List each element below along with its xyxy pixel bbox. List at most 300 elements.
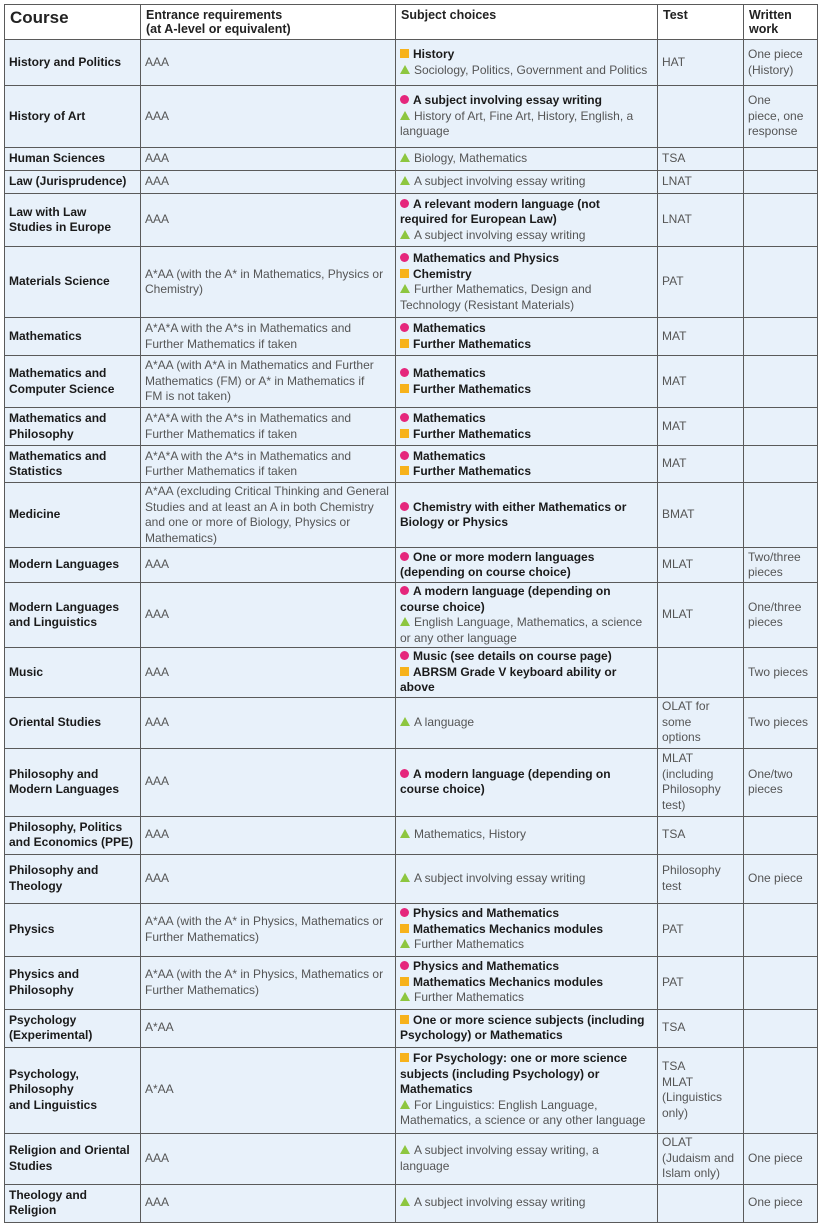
essential-circle-icon (400, 769, 409, 778)
header-requirements (141, 5, 396, 40)
subjects-cell (396, 483, 658, 548)
requirements-cell (141, 40, 396, 86)
test-cell (658, 748, 744, 816)
course-name-line: History and Politics (9, 54, 122, 69)
useful-triangle-icon (400, 111, 410, 120)
useful-triangle-icon (400, 829, 410, 838)
requirement-line: Further Mathematics if taken (145, 464, 298, 478)
course-cell (5, 648, 141, 698)
test-line: only) (662, 1105, 689, 1120)
course-cell (5, 1184, 141, 1222)
subject-line (400, 63, 653, 79)
requirement-line: Mathematics) (145, 530, 218, 545)
subject-text: subjects (including Psychology) or (400, 1066, 600, 1081)
subject-line (400, 1013, 653, 1029)
subject-text: Further Mathematics (414, 937, 525, 952)
test-cell (658, 956, 744, 1009)
test-cell (658, 194, 744, 247)
table-row (5, 816, 818, 854)
requirements-cell (141, 648, 396, 698)
recommended-square-icon (400, 269, 409, 278)
table-header (5, 5, 818, 40)
subject-text: Biology or Physics (400, 515, 509, 529)
course-name-line: and Economics (PPE) (9, 835, 134, 849)
course-cell (5, 1009, 141, 1047)
requirement-line: Further Mathematics if taken (145, 426, 298, 441)
subjects-cell (396, 247, 658, 318)
test-line: TSA (662, 827, 686, 842)
written-work-line: Two pieces (748, 664, 809, 679)
table-row (5, 1184, 818, 1222)
useful-triangle-icon (400, 153, 410, 162)
course-name-line: Mathematics (9, 328, 82, 343)
requirement-line: and one or more of Biology, Physics or (145, 515, 351, 529)
course-name-line: Studies in Europe (9, 220, 112, 234)
useful-triangle-icon (400, 1145, 410, 1154)
subject-text: A language (414, 714, 475, 729)
requirements-cell (141, 194, 396, 247)
written-work-cell (744, 318, 818, 356)
test-cell (658, 816, 744, 854)
subject-text: or any other language (400, 630, 517, 645)
written-work-line: One piece (748, 1150, 803, 1165)
subject-line (400, 321, 653, 337)
course-name-line: Oriental Studies (9, 714, 102, 729)
written-work-cell (744, 148, 818, 171)
course-name-line: and Linguistics (9, 615, 98, 629)
course-name-line: History of Art (9, 108, 86, 123)
test-line: TSA (662, 151, 686, 166)
course-cell (5, 583, 141, 648)
written-work-line: One (748, 93, 771, 108)
subject-text: A subject involving essay writing (414, 870, 586, 885)
written-work-line: Two/three (748, 549, 801, 564)
subject-line (400, 174, 653, 190)
requirement-line: A*AA (with A*A in Mathematics and Further (145, 358, 374, 373)
test-line: Islam only) (662, 1166, 721, 1181)
subjects-cell (396, 171, 658, 194)
subjects-cell (396, 1047, 658, 1133)
test-line: PAT (662, 974, 684, 989)
test-line: (Linguistics (662, 1090, 723, 1104)
subject-text: Mathematics and Physics (413, 251, 560, 265)
subject-line (400, 515, 653, 531)
useful-triangle-icon (400, 873, 410, 882)
requirements-cell (141, 854, 396, 903)
written-work-cell (744, 583, 818, 648)
test-line: LNAT (662, 174, 692, 189)
requirement-line: AAA (145, 151, 170, 166)
subject-line (400, 427, 653, 443)
essential-circle-icon (400, 95, 409, 104)
requirements-cell (141, 1047, 396, 1133)
course-cell (5, 194, 141, 247)
table-row (5, 356, 818, 408)
table-row (5, 483, 818, 548)
requirements-cell (141, 318, 396, 356)
requirement-line: A*A*A with the A*s in Mathematics and (145, 411, 352, 425)
written-work-cell (744, 446, 818, 483)
written-work-cell (744, 854, 818, 903)
subject-text: course choice) (400, 782, 485, 796)
subject-line (400, 47, 653, 63)
test-cell (658, 548, 744, 583)
subject-line (400, 600, 653, 616)
course-name-line: Physics (9, 921, 55, 936)
test-line: test) (662, 797, 686, 812)
subject-line (400, 151, 653, 167)
written-work-cell (744, 648, 818, 698)
test-cell (658, 408, 744, 446)
table-row (5, 194, 818, 247)
subject-text: Physics and Mathematics (413, 906, 560, 921)
course-name-line: Mathematics and (9, 448, 107, 463)
test-cell (658, 1047, 744, 1133)
course-cell (5, 148, 141, 171)
subject-text: Mathematics (413, 321, 486, 335)
requirement-line: AAA (145, 174, 170, 189)
subject-text: For Linguistics: English Language, (414, 1097, 598, 1112)
header-subjects: Subject choices (396, 5, 658, 40)
course-name-line: Philosophy (9, 982, 74, 997)
requirement-line: AAA (145, 774, 170, 789)
course-name-line: Statistics (9, 464, 63, 478)
requirements-cell (141, 356, 396, 408)
subject-text: One or more science subjects (including (413, 1012, 645, 1027)
test-cell (658, 318, 744, 356)
subject-line (400, 1098, 653, 1114)
subject-text: One or more modern languages (413, 549, 595, 564)
course-name-line: Modern Languages (9, 557, 120, 572)
subject-text: course choice) (400, 599, 485, 614)
subjects-cell (396, 956, 658, 1009)
subject-line (400, 1143, 653, 1159)
subject-line (400, 937, 653, 953)
subjects-cell (396, 583, 658, 648)
subject-text: Physics and Mathematics (413, 959, 560, 974)
subject-line (400, 584, 653, 600)
course-name-line: Law with Law (9, 204, 87, 219)
subject-line (400, 782, 653, 798)
subject-line (400, 197, 653, 213)
table-row (5, 903, 818, 956)
written-work-cell (744, 1047, 818, 1133)
course-name-line: Religion and Oriental (9, 1143, 130, 1157)
table-row (5, 148, 818, 171)
useful-triangle-icon (400, 1197, 410, 1206)
subject-line (400, 1082, 653, 1098)
requirement-line: Further Mathematics if taken (145, 336, 298, 351)
test-line: (Judaism and (662, 1150, 735, 1165)
subject-line (400, 464, 653, 480)
test-line: test (662, 878, 682, 893)
table-row (5, 583, 818, 648)
requirement-line: A*A*A with the A*s in Mathematics and (145, 448, 352, 463)
course-name-line: Philosophy (9, 426, 74, 441)
requirements-cell (141, 748, 396, 816)
test-cell (658, 648, 744, 698)
essential-circle-icon (400, 961, 409, 970)
course-name-line: Psychology (9, 1012, 77, 1027)
subjects-cell (396, 697, 658, 748)
subject-line (400, 449, 653, 465)
requirements-cell (141, 483, 396, 548)
test-cell (658, 854, 744, 903)
subject-line (400, 500, 653, 516)
useful-triangle-icon (400, 284, 410, 293)
subjects-cell (396, 1133, 658, 1184)
subject-line (400, 665, 653, 696)
recommended-square-icon (400, 429, 409, 438)
test-line: MLAT (662, 557, 694, 572)
course-name-line: Materials Science (9, 274, 110, 289)
subject-text: A subject involving essay writing, a (414, 1143, 599, 1157)
subject-line (400, 1195, 653, 1211)
requirements-cell (141, 408, 396, 446)
useful-triangle-icon (400, 65, 410, 74)
written-work-cell (744, 247, 818, 318)
subject-text: (depending on course choice) (400, 565, 571, 579)
requirements-cell (141, 583, 396, 648)
subjects-cell (396, 446, 658, 483)
written-work-cell (744, 1184, 818, 1222)
useful-triangle-icon (400, 1100, 410, 1109)
subject-text: Further Mathematics (413, 336, 532, 351)
subject-line (400, 975, 653, 991)
table-row (5, 854, 818, 903)
subjects-cell (396, 903, 658, 956)
subject-line (400, 1051, 653, 1067)
course-name-line: and Linguistics (9, 1097, 98, 1112)
test-line: PAT (662, 921, 684, 936)
course-name-line: Music (9, 664, 44, 679)
header-course: Course (5, 5, 141, 40)
subjects-cell (396, 148, 658, 171)
subject-line (400, 550, 653, 566)
useful-triangle-icon (400, 939, 410, 948)
subject-text: Mathematics (400, 1082, 473, 1097)
requirement-line: AAA (145, 1150, 170, 1165)
test-line: TSA (662, 1059, 686, 1073)
essential-circle-icon (400, 502, 409, 511)
test-line: options (662, 730, 701, 745)
subject-line (400, 1067, 653, 1083)
table-body (5, 40, 818, 1223)
written-work-cell (744, 903, 818, 956)
subject-line (400, 1113, 653, 1129)
written-work-cell (744, 1009, 818, 1047)
subject-line (400, 267, 653, 283)
subject-line (400, 715, 653, 731)
table-row (5, 697, 818, 748)
subject-line (400, 767, 653, 783)
test-cell (658, 171, 744, 194)
table-row (5, 446, 818, 483)
course-cell (5, 1133, 141, 1184)
header-written-work (744, 5, 818, 40)
requirement-line: AAA (145, 557, 170, 572)
subject-line (400, 366, 653, 382)
requirement-line: A*AA (145, 1020, 174, 1035)
test-line: MAT (662, 373, 687, 388)
course-name-line: Philosophy and (9, 863, 99, 877)
header-test: Test (658, 5, 744, 40)
subject-text: English Language, Mathematics, a science (414, 615, 643, 629)
subject-text: Biology, Mathematics (414, 151, 528, 166)
test-line: (including (662, 766, 714, 781)
subject-text: A subject involving essay writing (414, 174, 586, 189)
subject-text: A subject involving essay writing (414, 1195, 586, 1210)
requirements-cell (141, 956, 396, 1009)
header-work-line: work (749, 22, 779, 36)
requirement-line: Chemistry) (145, 282, 204, 296)
course-name-line: Psychology, (9, 1066, 79, 1081)
subject-line (400, 1028, 653, 1044)
essential-circle-icon (400, 253, 409, 262)
table-row (5, 40, 818, 86)
subject-text: A modern language (depending on (413, 584, 611, 598)
table-row (5, 1047, 818, 1133)
subject-line (400, 906, 653, 922)
table-row (5, 648, 818, 698)
course-name-line: Theology and (9, 1187, 87, 1202)
subject-text: required for European Law) (400, 212, 557, 227)
test-cell (658, 40, 744, 86)
course-cell (5, 171, 141, 194)
subjects-cell (396, 318, 658, 356)
subjects-cell (396, 816, 658, 854)
recommended-square-icon (400, 49, 409, 58)
written-work-line: pieces (748, 782, 783, 796)
subject-line (400, 282, 653, 298)
essential-circle-icon (400, 323, 409, 332)
subject-line (400, 93, 653, 109)
useful-triangle-icon (400, 617, 410, 626)
written-work-line: response (748, 124, 798, 139)
table-row (5, 548, 818, 583)
written-work-cell (744, 956, 818, 1009)
recommended-square-icon (400, 1053, 409, 1062)
requirements-cell (141, 816, 396, 854)
test-line: BMAT (662, 507, 695, 522)
requirements-cell (141, 1184, 396, 1222)
subject-text: Mathematics (413, 411, 486, 425)
written-work-cell (744, 194, 818, 247)
subject-line (400, 298, 653, 314)
requirements-cell (141, 247, 396, 318)
course-name-line: Religion (9, 1203, 57, 1217)
course-name-line: Computer Science (9, 381, 115, 396)
subject-line (400, 228, 653, 244)
subjects-cell (396, 194, 658, 247)
subjects-cell (396, 854, 658, 903)
subject-line (400, 922, 653, 938)
subject-text: History (413, 47, 455, 61)
written-work-cell (744, 748, 818, 816)
test-cell (658, 446, 744, 483)
course-name-line: (Experimental) (9, 1028, 93, 1042)
test-cell (658, 1184, 744, 1222)
table-row (5, 1009, 818, 1047)
course-cell (5, 748, 141, 816)
subjects-cell (396, 408, 658, 446)
useful-triangle-icon (400, 717, 410, 726)
requirement-line: A*AA (145, 1082, 174, 1097)
course-cell (5, 548, 141, 583)
course-cell (5, 318, 141, 356)
test-line: LNAT (662, 212, 692, 227)
course-cell (5, 1047, 141, 1133)
subject-text: Psychology) or Mathematics (400, 1028, 563, 1042)
requirement-line: A*A*A with the A*s in Mathematics and (145, 321, 352, 335)
requirements-cell (141, 86, 396, 148)
course-cell (5, 854, 141, 903)
requirements-cell (141, 1009, 396, 1047)
subject-line (400, 337, 653, 353)
table-row (5, 171, 818, 194)
requirement-line: AAA (145, 1195, 170, 1210)
subject-line (400, 827, 653, 843)
recommended-square-icon (400, 339, 409, 348)
recommended-square-icon (400, 977, 409, 986)
subject-text: language (400, 124, 450, 139)
course-cell (5, 816, 141, 854)
header-work-line: Written (749, 8, 792, 22)
useful-triangle-icon (400, 176, 410, 185)
test-line: TSA (662, 1020, 686, 1035)
written-work-line: One piece (748, 47, 803, 61)
requirement-line: A*AA (excluding Critical Thinking and General (145, 484, 389, 498)
course-cell (5, 956, 141, 1009)
subject-text: Sociology, Politics, Government and Politics (414, 62, 648, 77)
written-work-line: One/three (748, 599, 802, 614)
subjects-cell (396, 86, 658, 148)
subject-text: A relevant modern language (not (413, 196, 600, 211)
test-cell (658, 1009, 744, 1047)
subject-line (400, 212, 653, 228)
course-cell (5, 903, 141, 956)
requirement-line: AAA (145, 607, 170, 622)
course-name-line: Philosophy, Politics (9, 819, 123, 834)
written-work-cell (744, 408, 818, 446)
written-work-cell (744, 483, 818, 548)
essential-circle-icon (400, 651, 409, 660)
test-cell (658, 148, 744, 171)
header-requirements-line: Entrance requirements (146, 8, 283, 22)
subjects-cell (396, 648, 658, 698)
subject-text: A modern language (depending on (413, 766, 611, 781)
test-cell (658, 697, 744, 748)
subject-line (400, 382, 653, 398)
test-line: HAT (662, 54, 686, 69)
test-line: MLAT (662, 607, 694, 622)
subject-text: Music (see details on course page) (413, 649, 612, 663)
table-row (5, 956, 818, 1009)
subject-text: Mathematics, History (414, 827, 527, 842)
subject-text: language (400, 1158, 450, 1173)
course-name-line: Modern Languages (9, 599, 120, 614)
requirements-cell (141, 903, 396, 956)
requirement-line: AAA (145, 108, 170, 123)
course-name-line: Philosophy and (9, 766, 99, 781)
requirement-line: A*AA (with the A* in Physics, Mathematics or (145, 967, 384, 981)
subjects-cell (396, 1009, 658, 1047)
course-cell (5, 446, 141, 483)
course-name-line: Studies (9, 1158, 53, 1173)
subject-line (400, 565, 653, 581)
subject-line (400, 871, 653, 887)
requirements-cell (141, 148, 396, 171)
